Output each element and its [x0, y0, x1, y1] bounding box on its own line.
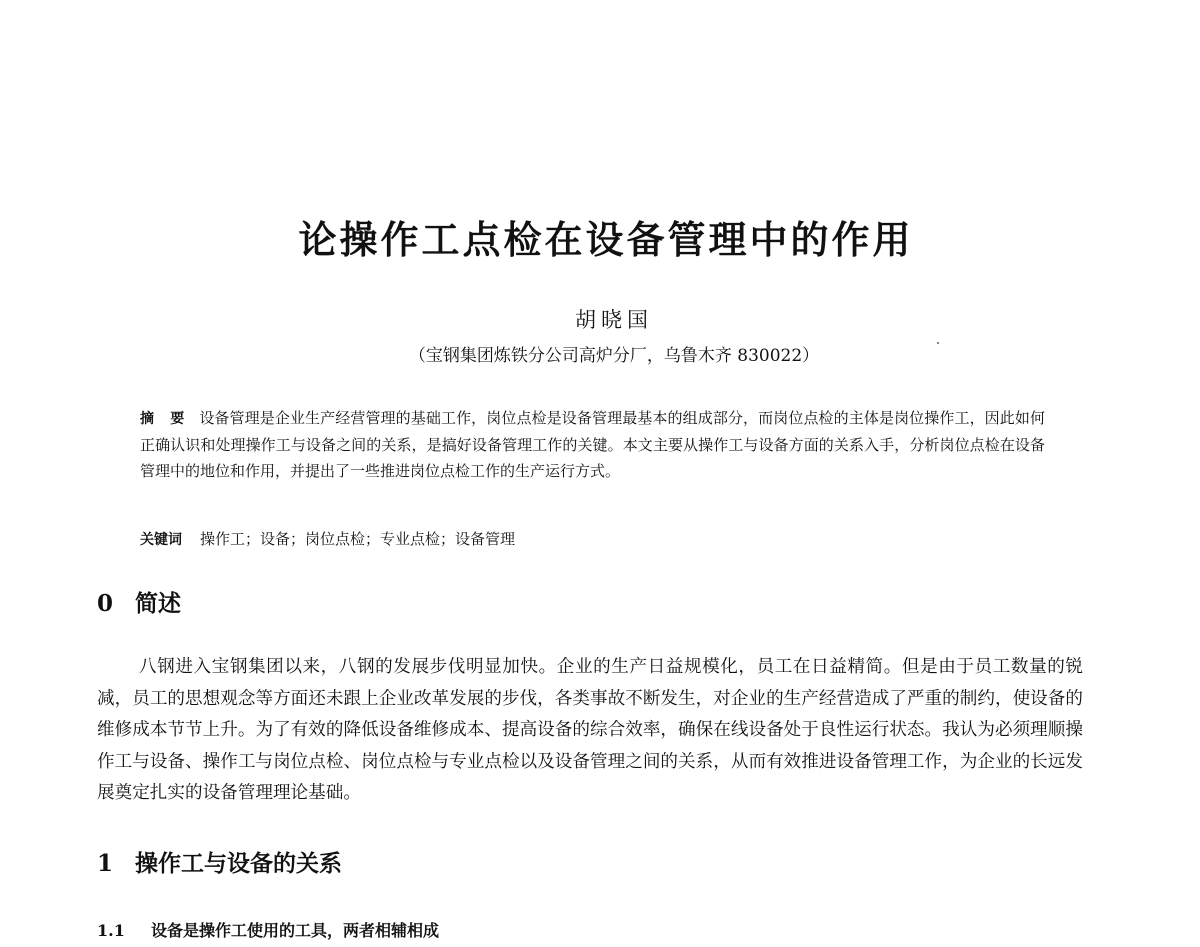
keywords: [140, 526, 1045, 553]
abstract-label: 摘 要: [140, 411, 186, 427]
section-title: 简述: [135, 591, 181, 617]
keywords-label: 关键词: [140, 532, 182, 548]
author-affiliation: （宝钢集团炼铁分公司高炉分厂，乌鲁木齐 830022）: [408, 346, 820, 366]
keywords-text: 操作工；设备；岗位点检；专业点检；设备管理: [200, 530, 516, 548]
section-heading-1: [97, 848, 342, 880]
section-0-paragraph: 八钢进入宝钢集团以来，八钢的发展步伐明显加快。企业的生产日益规模化，员工在日益精简。但是由于员工数量的锐减，员工的思想观念等方面还未跟上企业改革发展的步伐，各类事故不断发生，对企业的生产经营造成了严重的制约，使设备的维修成本节节上升。为了有效的降低设备维修成本、提高设备的综合效率，确保在线设备处于良性运行状态。我认为必须理顺操作工与设备、操作工与岗位点检、岗位点检与专业点检以及设备管理之间的关系，从而有效推进设备管理工作，为企业的长远发展奠定扎实的设备管理理论基础。: [97, 657, 1083, 803]
paper-title: 论操作工点检在设备管理中的作用: [298, 218, 914, 262]
section-number: 0: [97, 590, 114, 617]
section-number: 1: [97, 850, 114, 877]
section-heading-0: [97, 588, 181, 620]
abstract: [140, 405, 1045, 484]
section-title: 操作工与设备的关系: [135, 851, 342, 877]
author-name: 胡晓国: [575, 308, 653, 332]
subsection-number: 1.1: [97, 921, 125, 940]
scan-speck: [937, 342, 939, 344]
abstract-text: 设备管理是企业生产经营管理的基础工作，岗位点检是设备管理最基本的组成部分，而岗位点检的主体是岗位操作工，因此如何正确认识和处理操作工与设备之间的关系，是搞好设备管理工作的关键。本文主要从操作工与设备方面的关系入手，分析岗位点检在设备管理中的地位和作用，并提出了一些推进岗位点检工作的生产运行方式。: [140, 409, 1045, 480]
subsection-title: 设备是操作工使用的工具，两者相辅相成: [151, 921, 440, 940]
subsection-heading-1-1: [97, 918, 439, 944]
